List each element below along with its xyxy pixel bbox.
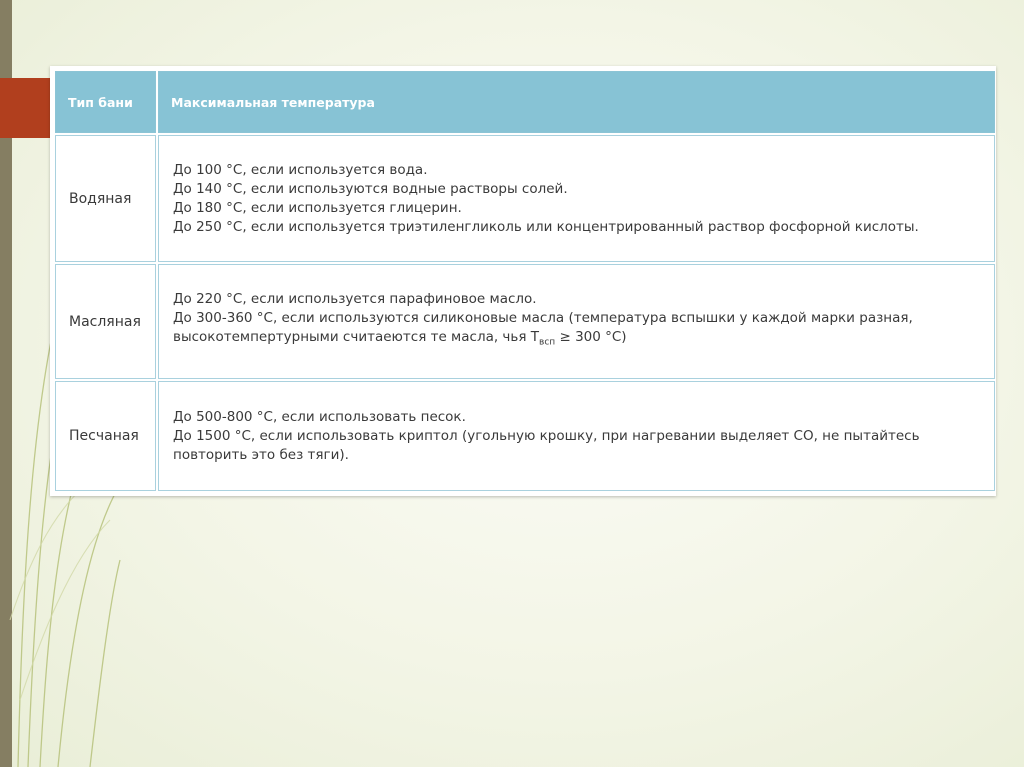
bath-type-oil: Масляная: [55, 264, 156, 379]
table-row: [55, 381, 995, 491]
line-suffix: ≥ 300 °С): [555, 329, 627, 346]
bath-type-sand: Песчаная: [55, 381, 156, 491]
baths-temperature-table: [53, 69, 997, 493]
description-line: До 1500 °С, если использовать криптол (угольную крошку, при нагревании выделяет СО, не пытайтесь: [173, 427, 920, 444]
description-line: До 300-360 °С, если используются силиконовые масла (температура вспышки у каждой марки разная,: [173, 310, 913, 327]
oil-bath-description: [158, 264, 995, 379]
description-line: До 140 °С, если используются водные растворы солей.: [173, 180, 568, 197]
table-header-row: [55, 71, 995, 133]
water-bath-description: [158, 135, 995, 262]
description-line: До 100 °С, если используется вода.: [173, 161, 428, 178]
description-line-with-subscript: [173, 328, 993, 353]
table-row: [55, 264, 995, 379]
description-line: До 220 °С, если используется парафиновое масло.: [173, 291, 537, 308]
description-line: До 250 °С, если используется триэтиленгликоль или концентрированный раствор фосфорной кислоты.: [173, 218, 919, 235]
line-prefix: высокотемпертурными считаеются те масла, чья Т: [173, 329, 540, 346]
description-line: До 180 °С, если используется глицерин.: [173, 199, 462, 216]
bath-type-water: Водяная: [55, 135, 156, 262]
header-bath-type: Тип бани: [55, 71, 156, 133]
header-max-temperature: Максимальная температура: [158, 71, 995, 133]
flash-point-subscript: всп: [539, 337, 556, 348]
table-row: [55, 135, 995, 262]
baths-table-container: [50, 66, 996, 496]
description-line: До 500-800 °С, если использовать песок.: [173, 408, 466, 425]
description-line: повторить это без тяги).: [173, 446, 349, 463]
sand-bath-description: [158, 381, 995, 491]
